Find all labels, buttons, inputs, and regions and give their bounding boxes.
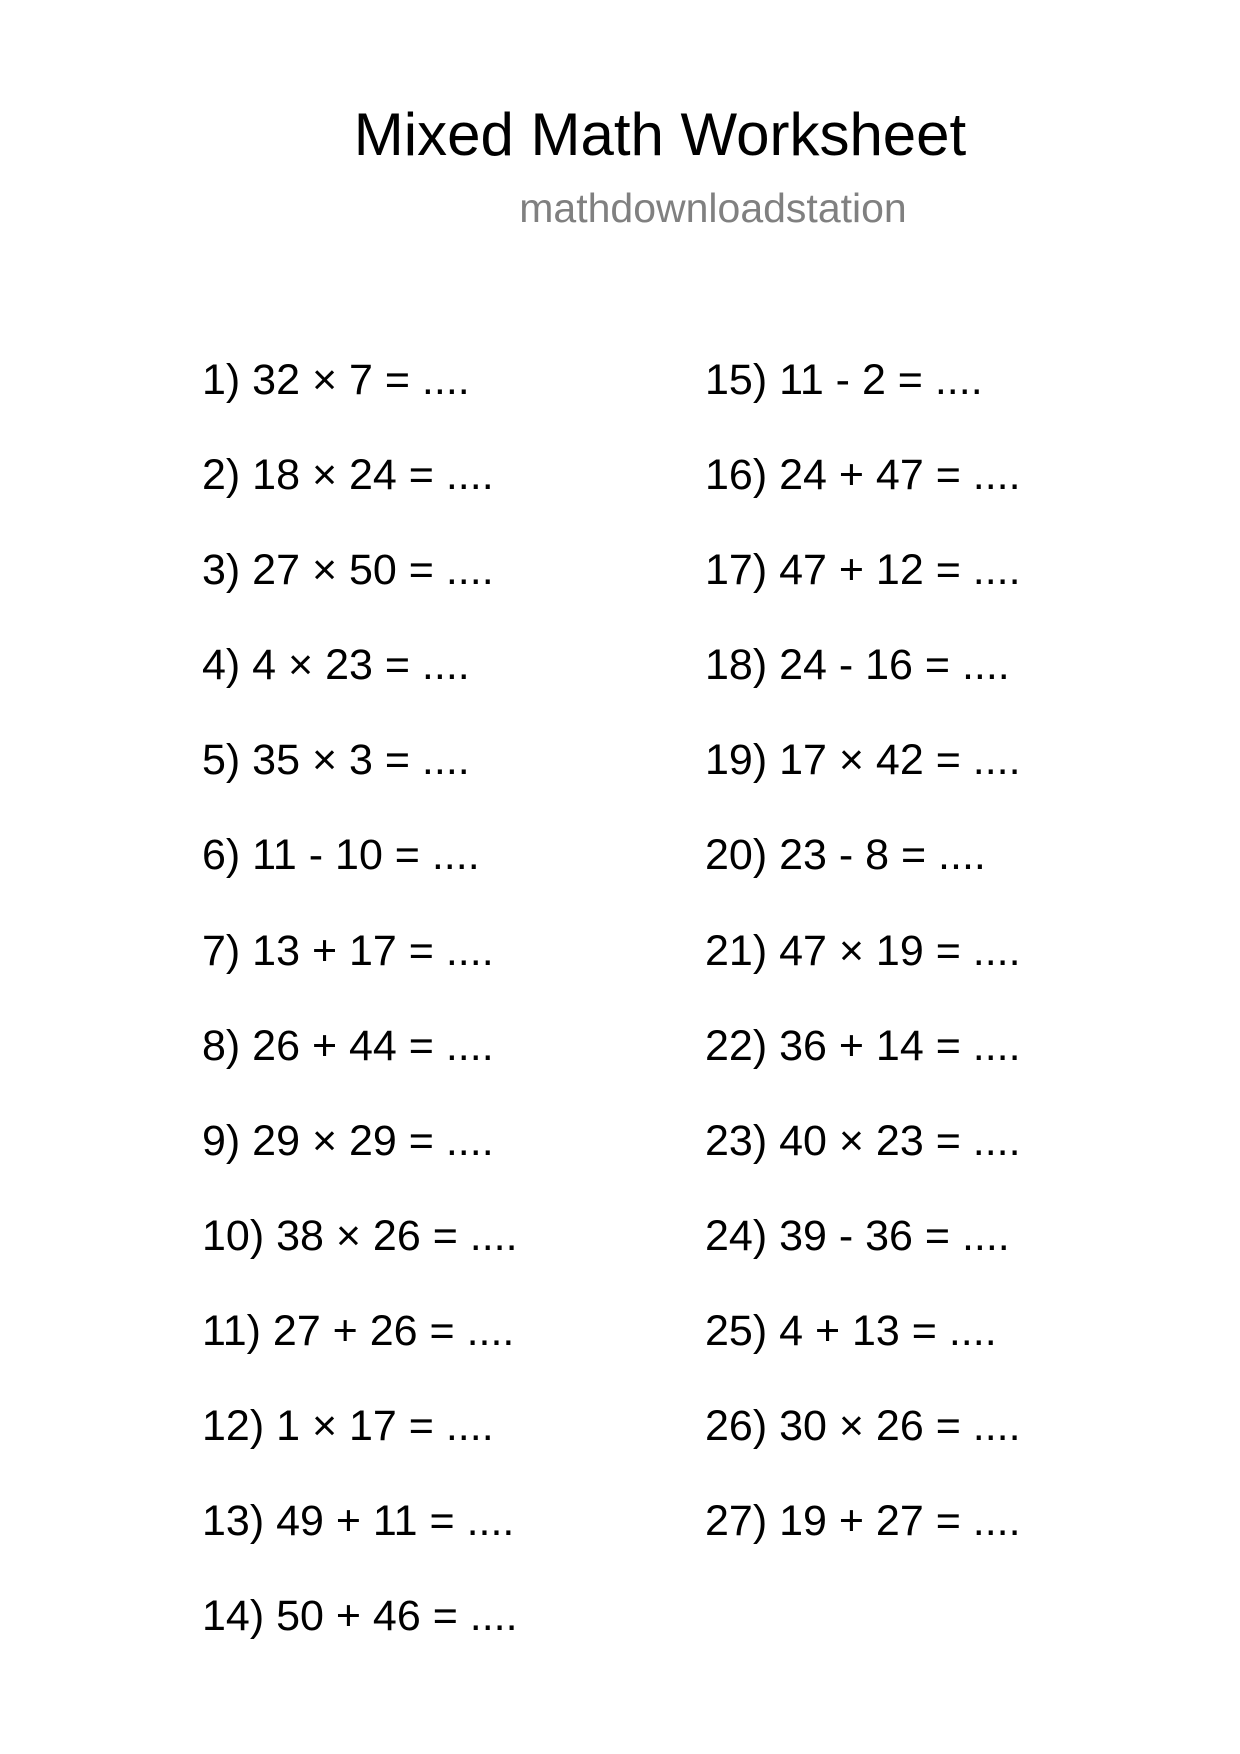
problems-left-column (202, 352, 518, 1683)
problem-1: 1) 32 × 7 = .... (202, 356, 470, 404)
problem-7: 7) 13 + 17 = .... (202, 926, 494, 975)
problem-8: 8) 26 + 44 = .... (202, 1021, 494, 1070)
problem-25: 25) 4 + 13 = .... (705, 1306, 997, 1355)
problem-16: 16) 24 + 47 = .... (705, 451, 1021, 500)
problem-22: 22) 36 + 14 = .... (705, 1021, 1021, 1070)
problem-10: 10) 38 × 26 = .... (202, 1211, 518, 1260)
problem-19: 19) 17 × 42 = .... (705, 736, 1021, 785)
problem-13: 13) 49 + 11 = .... (202, 1497, 515, 1546)
problem-24: 24) 39 - 36 = .... (705, 1211, 1010, 1260)
problem-20: 20) 23 - 8 = .... (705, 831, 986, 880)
problem-26: 26) 30 × 26 = .... (705, 1402, 1021, 1451)
problem-3: 3) 27 × 50 = .... (202, 546, 494, 595)
problem-12: 12) 1 × 17 = .... (202, 1402, 494, 1451)
problem-21: 21) 47 × 19 = .... (705, 926, 1021, 975)
problem-9: 9) 29 × 29 = .... (202, 1116, 494, 1165)
worksheet-title: Mixed Math Worksheet (353, 101, 967, 168)
problem-15: 15) 11 - 2 = .... (705, 356, 983, 404)
problem-14: 14) 50 + 46 = .... (202, 1592, 518, 1641)
problem-11: 11) 27 + 26 = .... (202, 1306, 515, 1355)
problem-2: 2) 18 × 24 = .... (202, 451, 494, 500)
problem-18: 18) 24 - 16 = .... (705, 641, 1010, 690)
problem-17: 17) 47 + 12 = .... (705, 546, 1021, 595)
problem-5: 5) 35 × 3 = .... (202, 736, 470, 785)
worksheet-subtitle: mathdownloadstation (519, 185, 907, 231)
problem-27: 27) 19 + 27 = .... (705, 1497, 1021, 1546)
problems-right-column (705, 352, 1021, 1588)
problem-4: 4) 4 × 23 = .... (202, 641, 470, 690)
problem-23: 23) 40 × 23 = .... (705, 1116, 1021, 1165)
problem-6: 6) 11 - 10 = .... (202, 831, 480, 880)
